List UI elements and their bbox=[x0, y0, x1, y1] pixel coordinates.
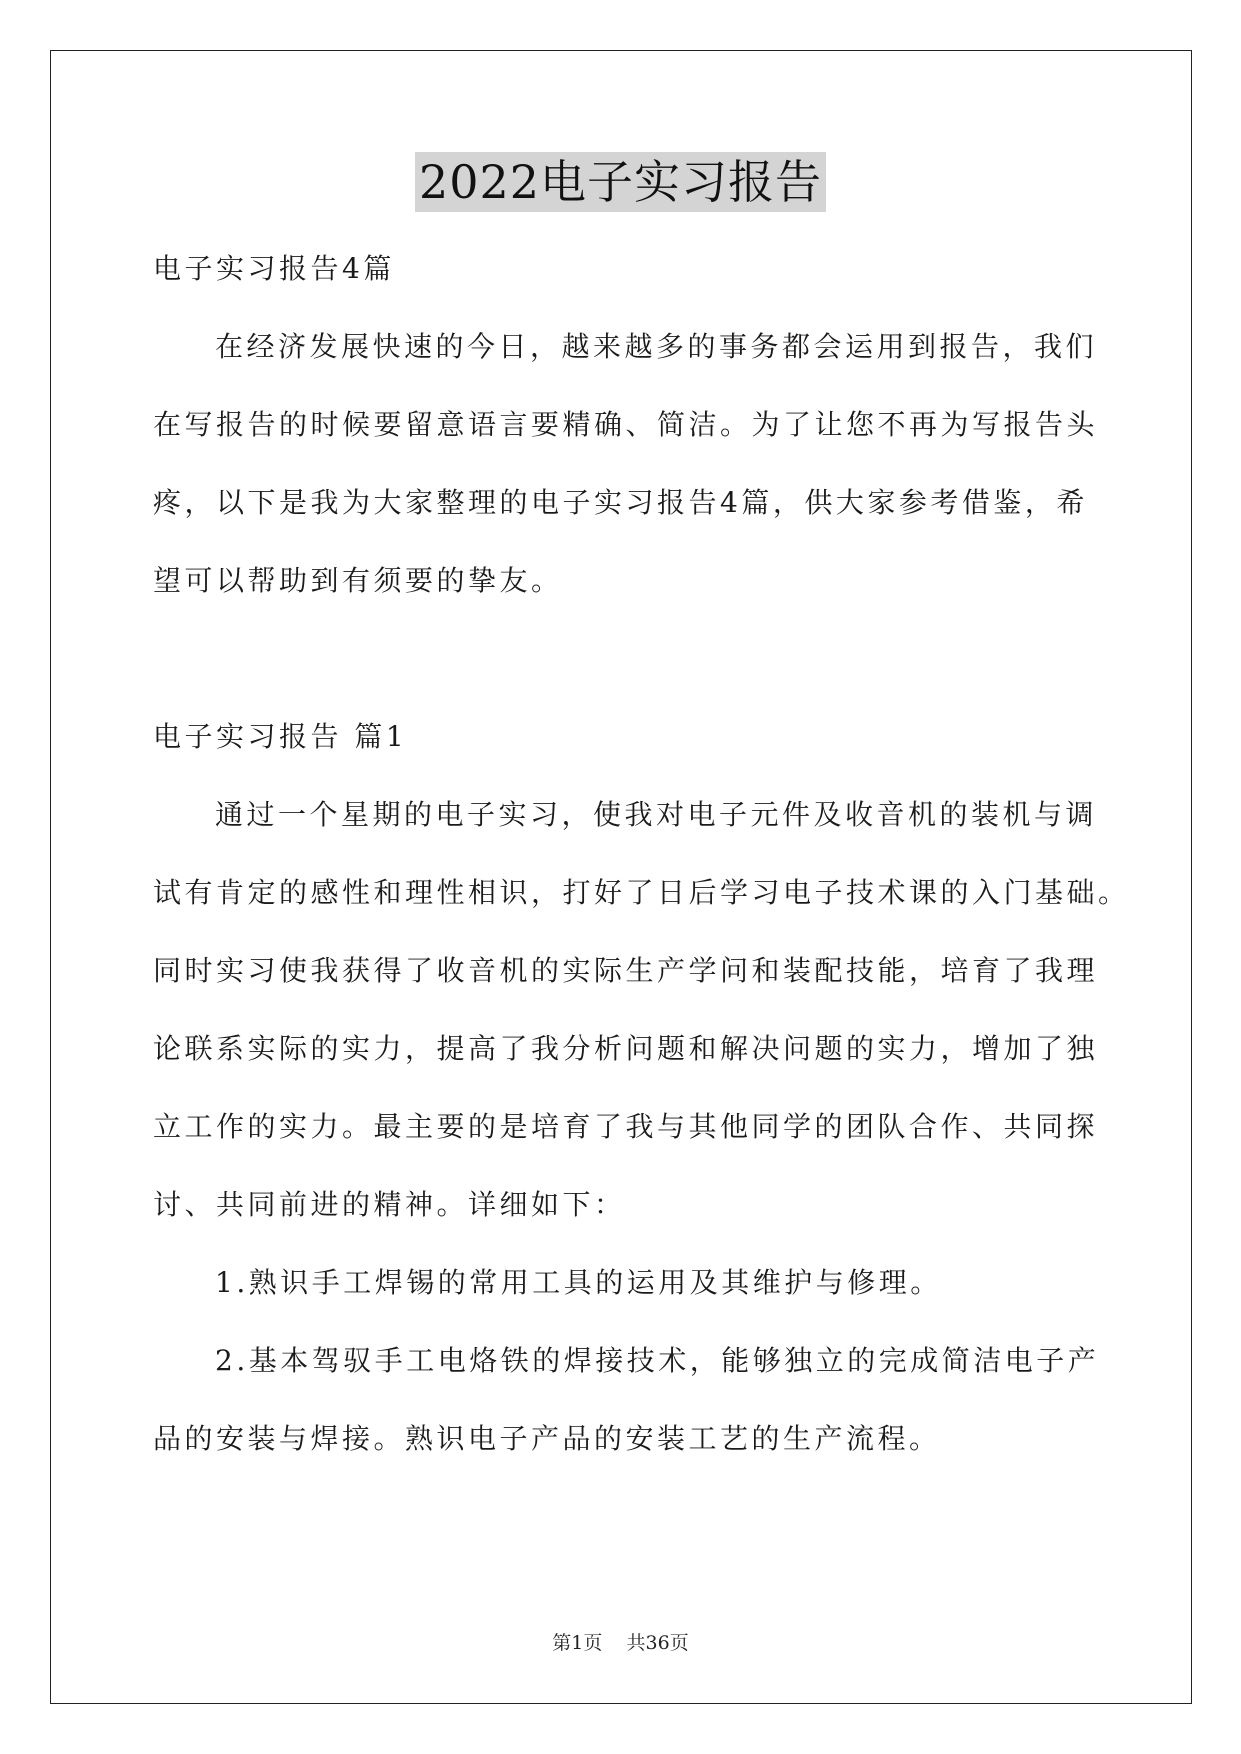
title-container bbox=[0, 152, 1241, 212]
document-title: 2022电子实习报告 bbox=[415, 152, 826, 212]
section-line: 同时实习使我获得了收音机的实际生产学问和装配技能，培育了我理 bbox=[153, 954, 1099, 987]
section-line: 立工作的实力。最主要的是培育了我与其他同学的团队合作、共同探 bbox=[153, 1110, 1099, 1143]
intro-line: 望可以帮助到有须要的挚友。 bbox=[153, 564, 563, 597]
list-item: 2.基本驾驭手工电烙铁的焊接技术，能够独立的完成简洁电子产 bbox=[215, 1344, 1100, 1377]
section-line: 论联系实际的实力，提高了我分析问题和解决问题的实力，增加了独 bbox=[153, 1032, 1099, 1065]
section-line: 通过一个星期的电子实习，使我对电子元件及收音机的装机与调 bbox=[215, 798, 1098, 831]
intro-line: 在写报告的时候要留意语言要精确、简洁。为了让您不再为写报告头 bbox=[153, 408, 1099, 441]
section-line: 试有肯定的感性和理性相识，打好了日后学习电子技术课的入门基础。 bbox=[153, 876, 1130, 909]
page-total: 共36页 bbox=[626, 1632, 689, 1654]
list-item-continuation: 品的安装与焊接。熟识电子产品的安装工艺的生产流程。 bbox=[153, 1422, 941, 1455]
intro-line: 疼，以下是我为大家整理的电子实习报告4篇，供大家参考借鉴，希 bbox=[153, 486, 1088, 519]
document-body bbox=[153, 230, 1130, 1478]
document-subtitle: 电子实习报告4篇 bbox=[153, 252, 395, 285]
list-item: 1.熟识手工焊锡的常用工具的运用及其维护与修理。 bbox=[215, 1266, 942, 1299]
section-line: 讨、共同前进的精神。详细如下： bbox=[153, 1188, 626, 1221]
paragraph-gap bbox=[153, 620, 1093, 698]
intro-line: 在经济发展快速的今日，越来越多的事务都会运用到报告，我们 bbox=[215, 330, 1098, 363]
section-heading: 电子实习报告 篇1 bbox=[153, 720, 408, 753]
page-footer bbox=[0, 1630, 1241, 1656]
page-number: 第1页 bbox=[552, 1632, 603, 1654]
